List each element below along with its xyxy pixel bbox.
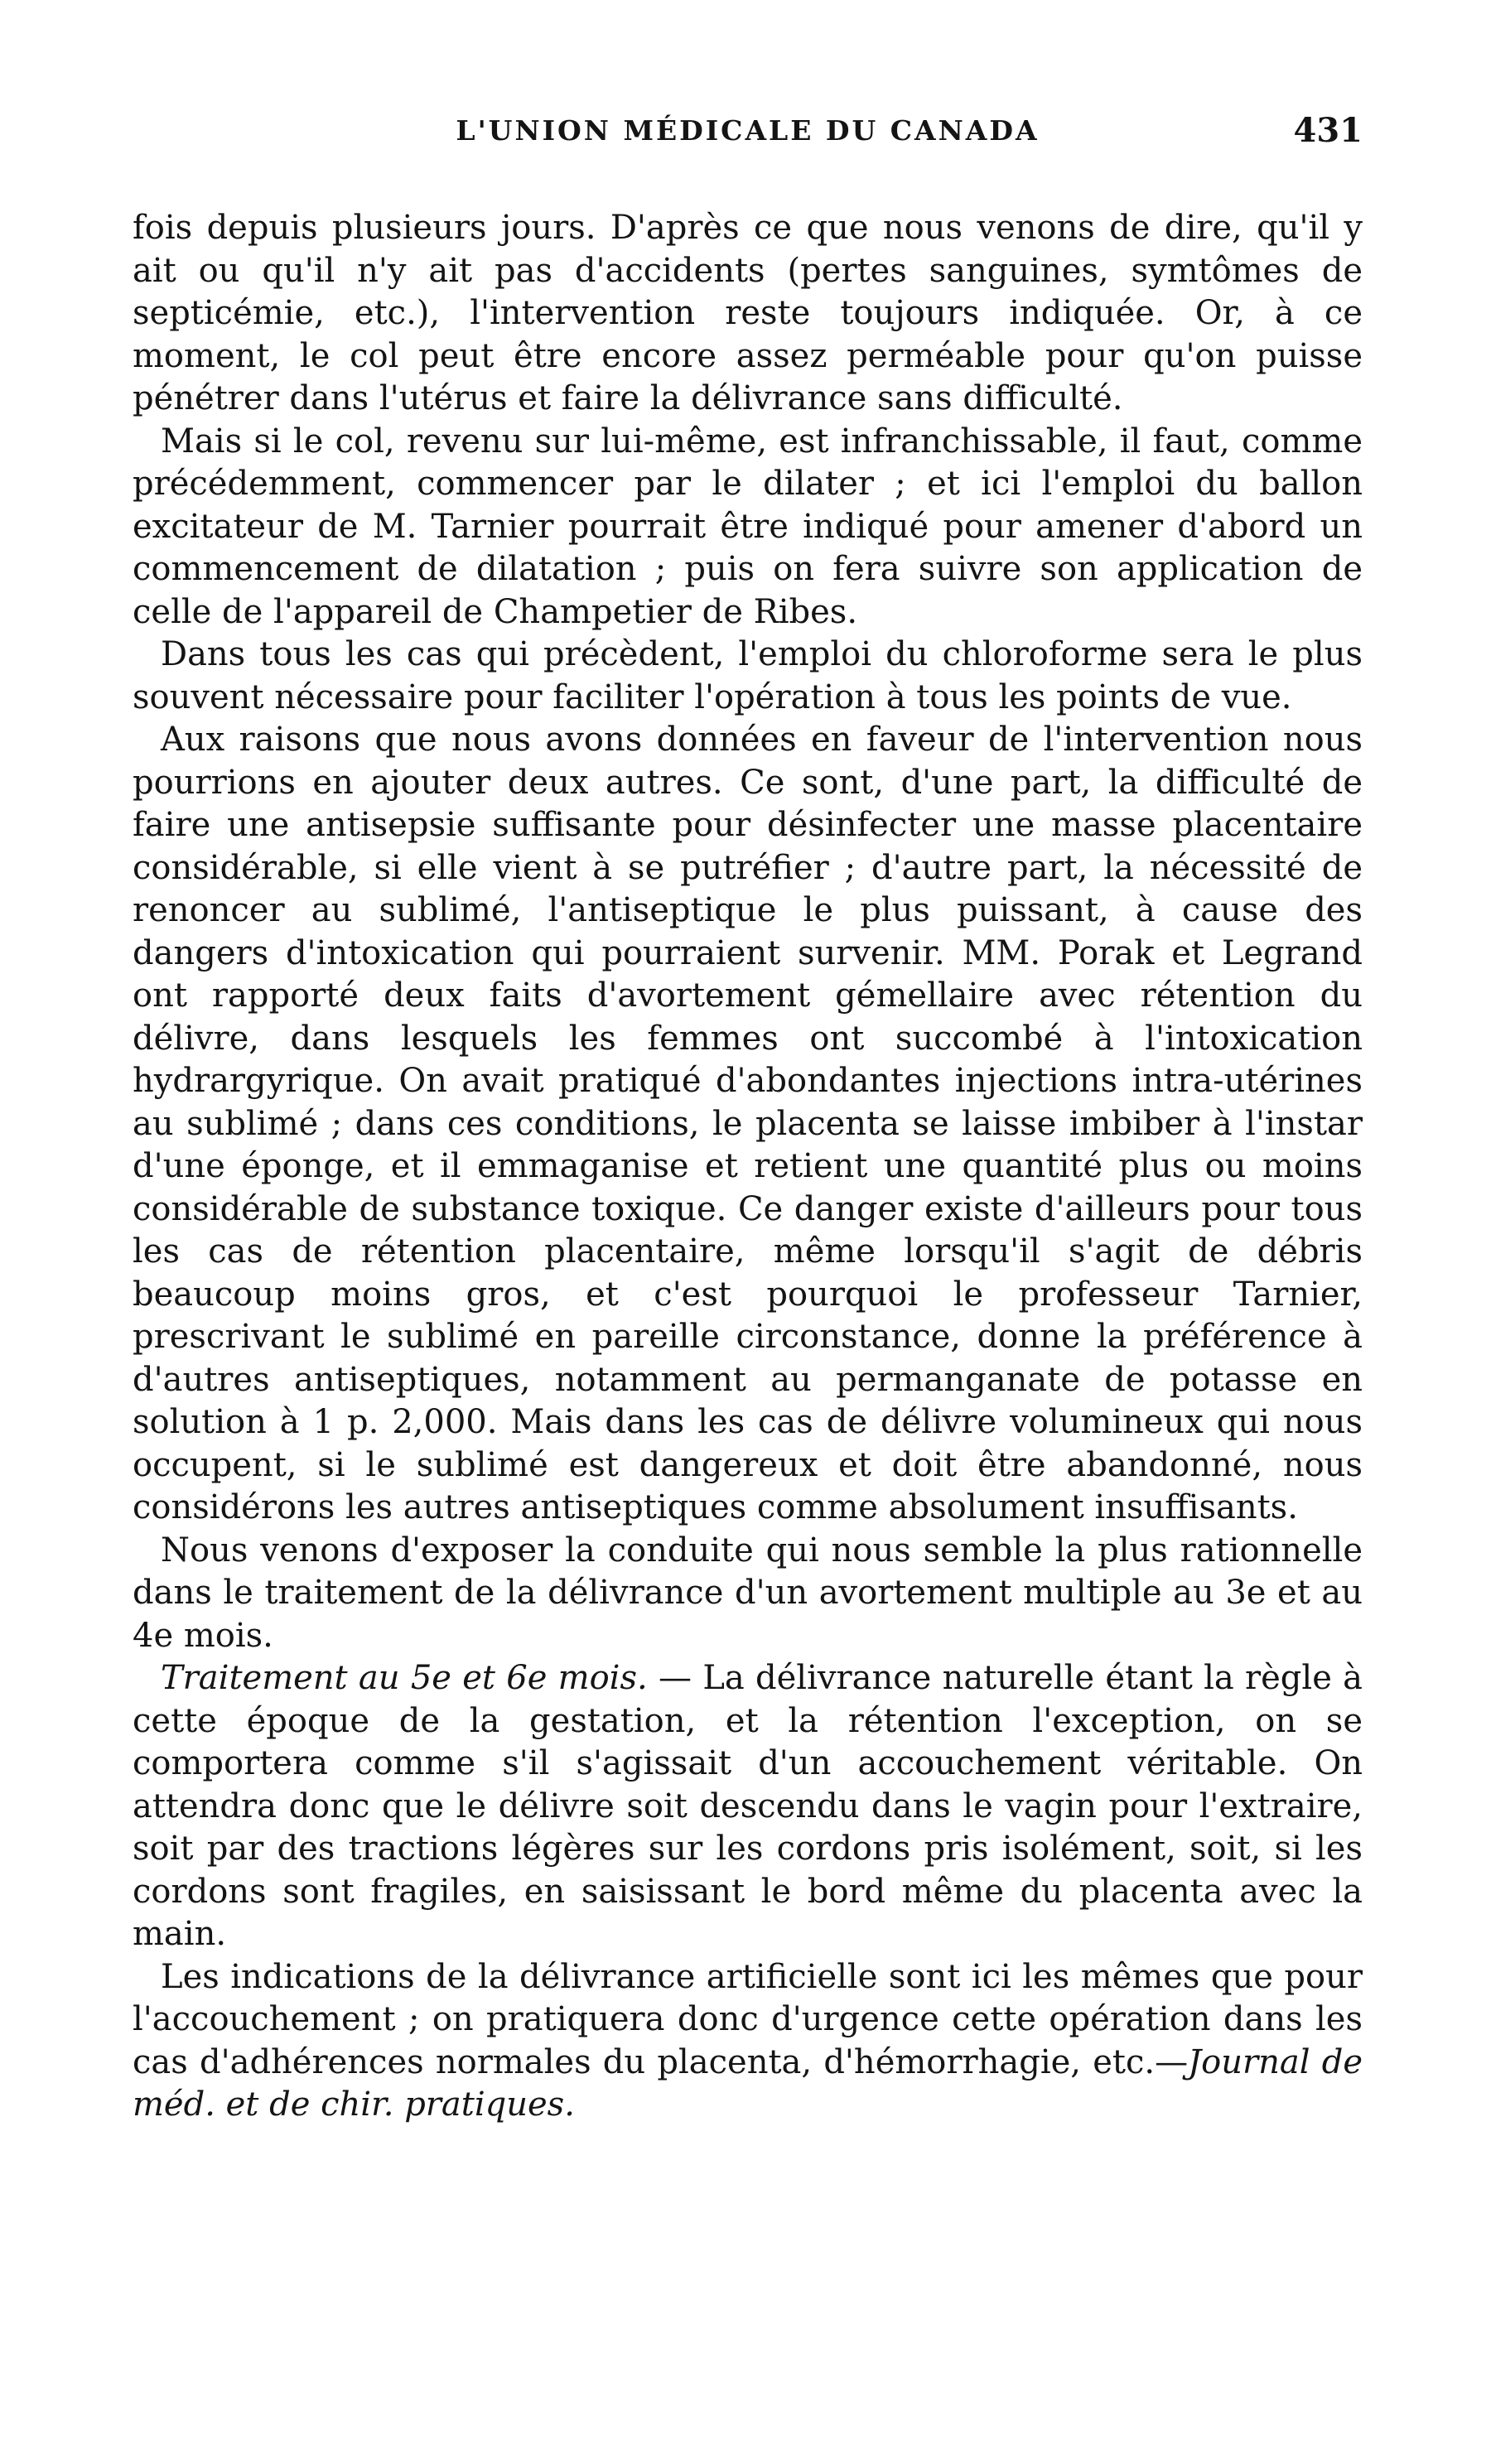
page-header [133,111,1363,164]
section-heading-italic: Traitement au 5e et 6e mois. [161,1659,648,1697]
paragraph-1 [133,207,1363,421]
page [133,111,1363,2127]
paragraph-6 [133,1657,1363,1956]
source-citation: Journal de méd. et de chir. pratiques. [133,2042,1363,2124]
paragraph-4 [133,719,1363,1530]
paragraph-7 [133,1956,1363,2127]
paragraph-text: Aux raisons que nous avons données en faveur de l'intervention nous pourrions en ajouter deux autres. Ce sont, d'une part, la difficulté de faire une antisepsie suffisante pour désinfecter une masse placentaire considérable, si elle vient à se putréfier ; d'autre part, la nécessité de renoncer au sublimé, l'antiseptique le plus puissant, à cause des dangers d'intoxication qui pourraient survenir. MM. Porak et Legrand ont rapporté deux faits d'avortement gémellaire avec rétention du délivre, dans lesquels les femmes ont succombé à l'intoxication hydrargyrique. On avait pratiqué d'abondantes injections intra-utérines au sublimé ; dans ces conditions, le placenta se laisse imbiber à l'instar d'une éponge, et il emmaganise et retient une quantité plus ou moins considérable de substance toxique. Ce danger existe d'ailleurs pour tous les cas de rétention placentaire, même lorsqu'il s'agit de débris beaucoup moins gros, et c'est pourquoi le professeur Tarnier, prescrivant le sublimé en pareille circonstance, donne la préférence à d'autres antiseptiques, notamment au permanganate de potasse en solution à 1 p. 2,000. Mais dans les cas de délivre volumineux qui nous occupent, si le sublimé est dangereux et doit être abandonné, nous considérons les autres antiseptiques comme absolument insuffisants. [133,721,1363,1526]
paragraph-text: — La délivrance naturelle étant la règle à cette époque de la gestation, et la rétention l'exception, on se comportera comme s'il s'agissait d'un accouchement véritable. On attendra donc que le délivre soit descendu dans le vagin pour l'extraire, soit par des tractions légères sur les cordons pris isolément, soit, si les cordons sont fragiles, en saisissant le bord même du placenta avec la main. [133,1659,1363,1953]
paragraph-text: Les indications de la délivrance artificielle sont ici les mêmes que pour l'accouchement ; on pratiquera donc d'urgence cette opération dans les cas d'adhérences normales du placenta, d'hémorrhagie, etc.— [133,1957,1363,2081]
paragraph-text: Mais si le col, revenu sur lui-même, est infranchissable, il faut, comme précédemment, commencer par le dilater ; et ici l'emploi du ballon excitateur de M. Tarnier pourrait être indiqué pour amener d'abord un commencement de dilatation ; puis on fera suivre son application de celle de l'appareil de Champetier de Ribes. [133,422,1363,631]
running-title: L'UNION MÉDICALE DU CANADA [456,114,1040,147]
paragraph-3 [133,634,1363,719]
article-body [133,207,1363,2127]
paragraph-5 [133,1530,1363,1658]
page-number: 431 [1293,111,1363,150]
paragraph-text: Dans tous les cas qui précèdent, l'emploi du chloroforme sera le plus souvent nécessaire pour faciliter l'opération à tous les points de vue. [133,635,1363,716]
paragraph-2 [133,421,1363,634]
paragraph-text: fois depuis plusieurs jours. D'après ce que nous venons de dire, qu'il y ait ou qu'il n'y ait pas d'accidents (pertes sanguines, symtômes de septicémie, etc.), l'intervention reste toujours indiquée. Or, à ce moment, le col peut être encore assez perméable pour qu'on puisse pénétrer dans l'utérus et faire la délivrance sans difficulté. [133,209,1363,417]
paragraph-text: Nous venons d'exposer la conduite qui nous semble la plus rationnelle dans le traitement de la délivrance d'un avortement multiple au 3e et au 4e mois. [133,1531,1363,1655]
